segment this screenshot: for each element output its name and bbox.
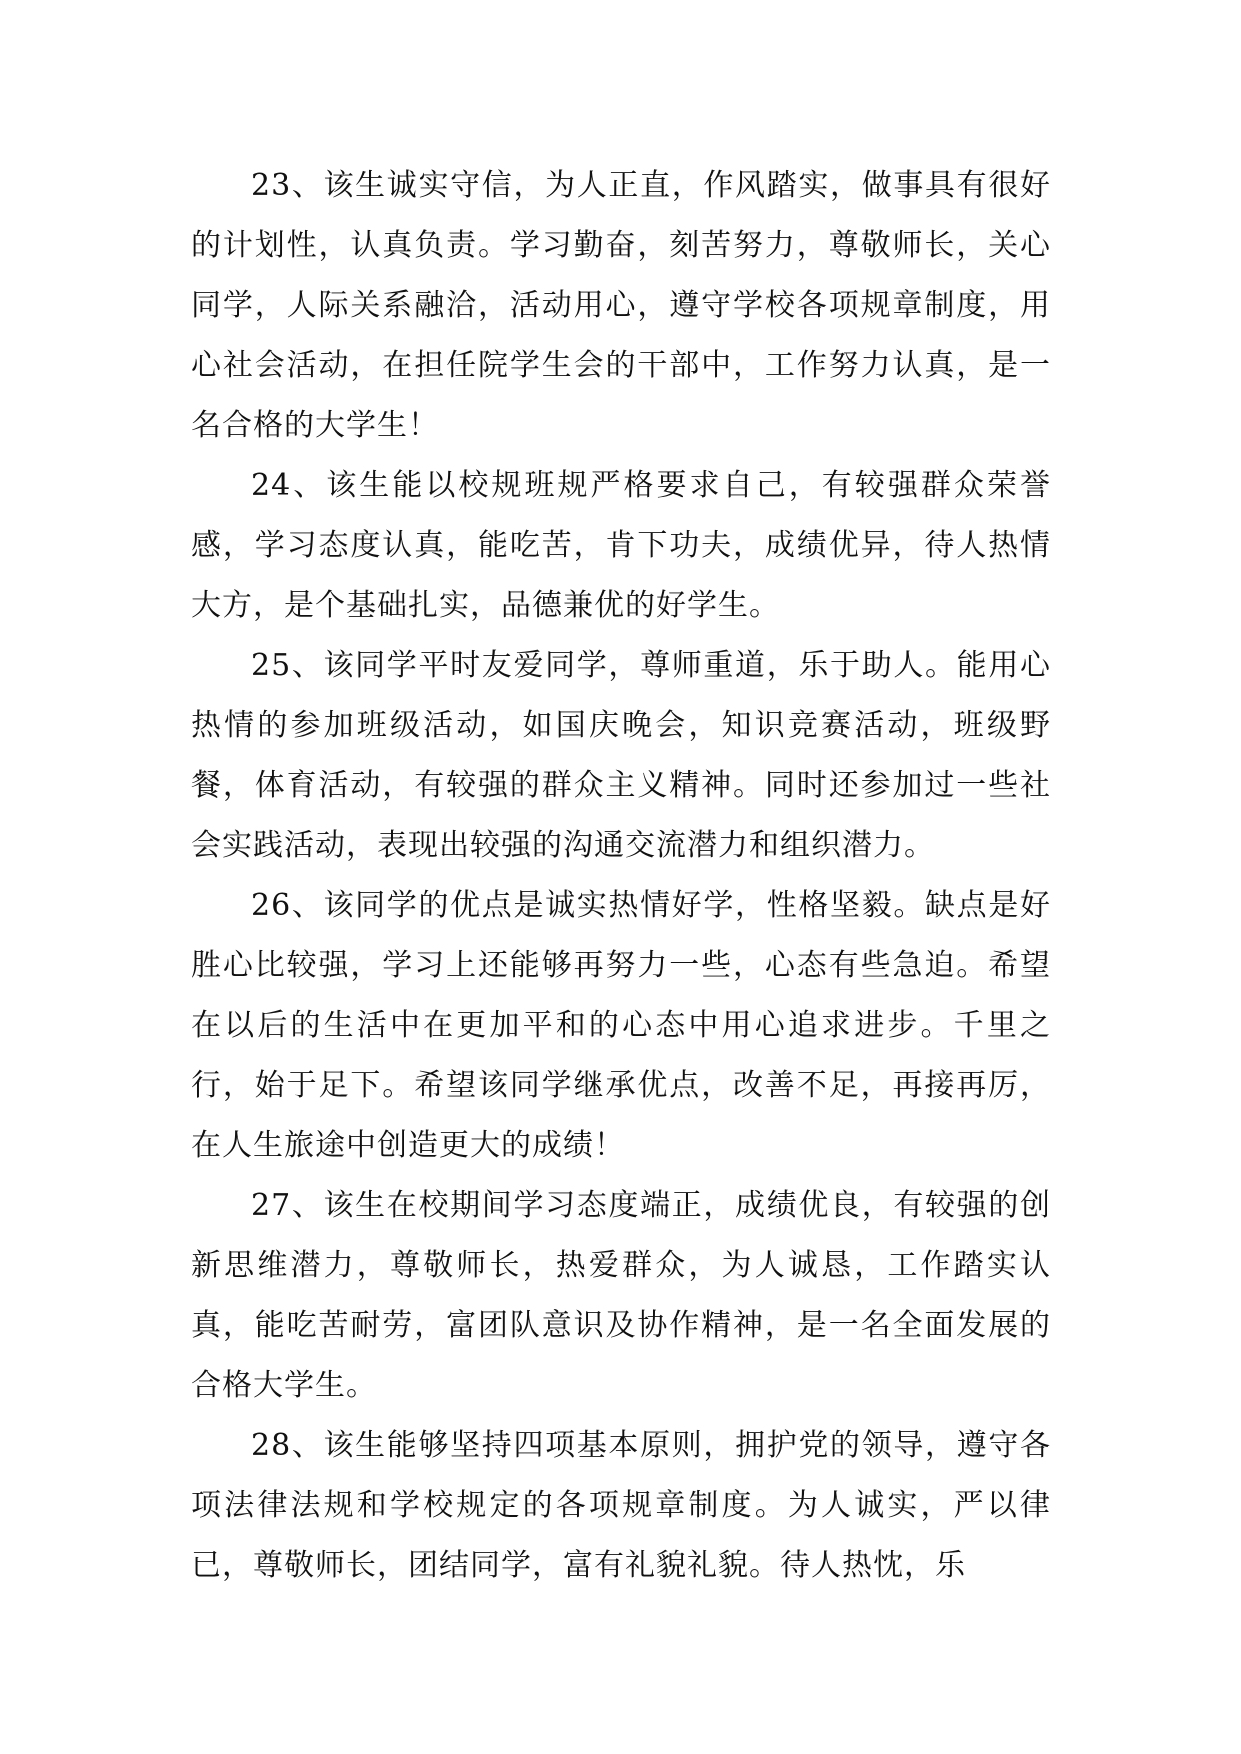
paragraph-26: 26、该同学的优点是诚实热情好学，性格坚毅。缺点是好胜心比较强，学习上还能够再努力一些，心态有些急迫。希望在以后的生活中在更加平和的心态中用心追求进步。千里之行，始于足下。希望该同学继承优点，改善不足，再接再厉，在人生旅途中创造更大的成绩！	[191, 888, 1051, 1163]
document-body	[191, 156, 1051, 1596]
paragraph-28: 28、该生能够坚持四项基本原则，拥护党的领导，遵守各项法律法规和学校规定的各项规章制度。为人诚实，严以律已，尊敬师长，团结同学，富有礼貌礼貌。待人热忱，乐	[191, 1428, 1051, 1583]
paragraph-27: 27、该生在校期间学习态度端正，成绩优良，有较强的创新思维潜力，尊敬师长，热爱群众，为人诚恳，工作踏实认真，能吃苦耐劳，富团队意识及协作精神，是一名全面发展的合格大学生。	[191, 1188, 1051, 1403]
paragraph-25: 25、该同学平时友爱同学，尊师重道，乐于助人。能用心热情的参加班级活动，如国庆晚会，知识竞赛活动，班级野餐，体育活动，有较强的群众主义精神。同时还参加过一些社会实践活动，表现出较强的沟通交流潜力和组织潜力。	[191, 648, 1051, 863]
paragraph-24: 24、该生能以校规班规严格要求自己，有较强群众荣誉感，学习态度认真，能吃苦，肯下功夫，成绩优异，待人热情大方，是个基础扎实，品德兼优的好学生。	[191, 468, 1051, 623]
paragraph-23: 23、该生诚实守信，为人正直，作风踏实，做事具有很好的计划性，认真负责。学习勤奋，刻苦努力，尊敬师长，关心同学，人际关系融洽，活动用心，遵守学校各项规章制度，用心社会活动，在担任院学生会的干部中，工作努力认真，是一名合格的大学生！	[191, 168, 1051, 443]
